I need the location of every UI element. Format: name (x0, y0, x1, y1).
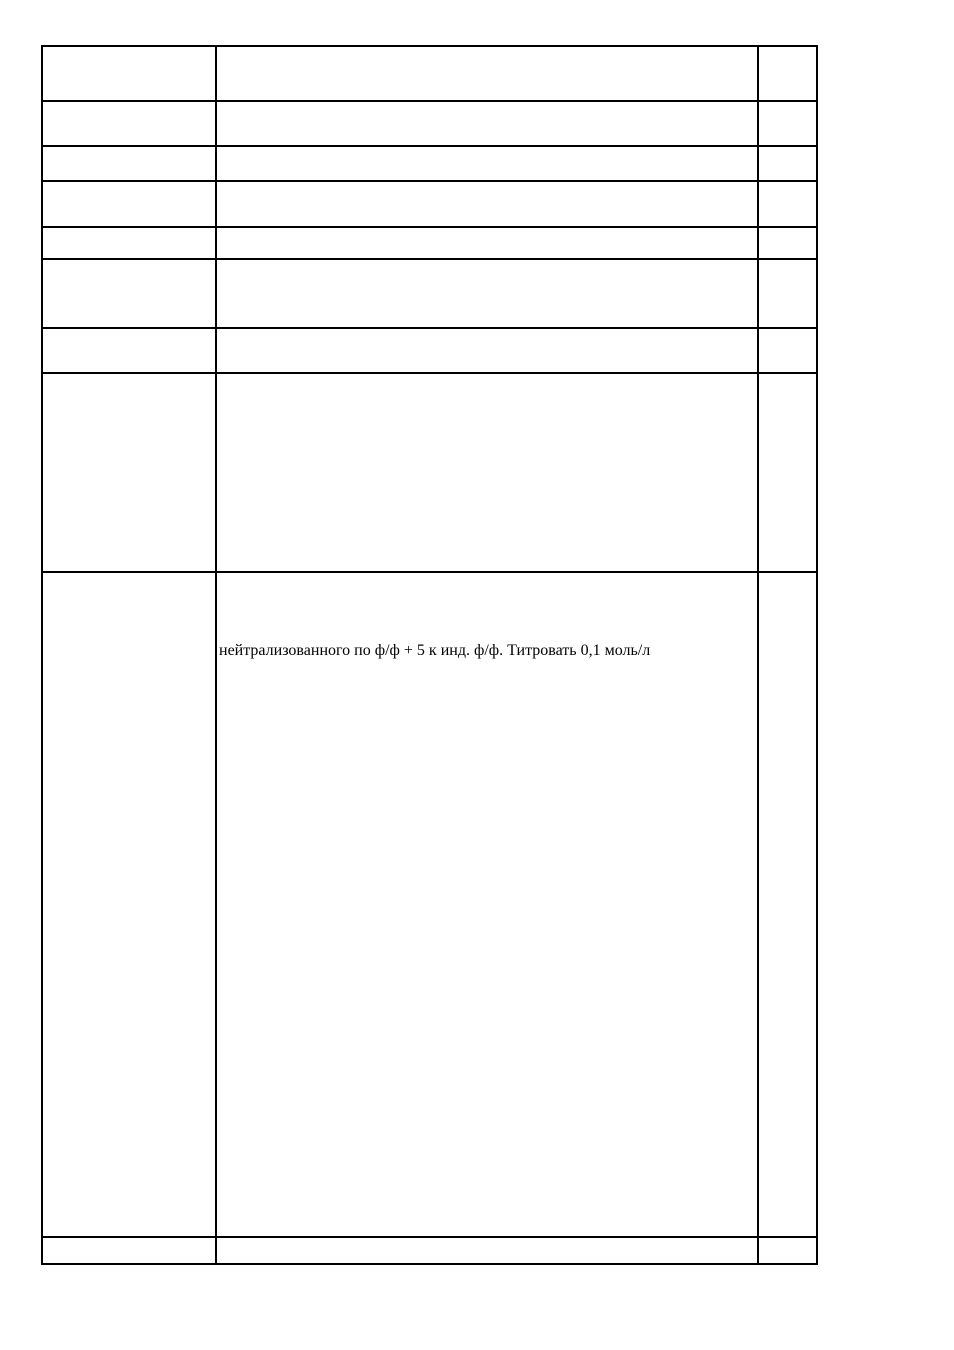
table-row (42, 328, 817, 373)
table-cell-mark (758, 259, 817, 328)
table-cell-mark (758, 572, 817, 1237)
table-cell-mark (758, 101, 817, 146)
table-cell-mark (758, 181, 817, 227)
table-cell-content (216, 328, 758, 373)
table-row (42, 572, 817, 1237)
table-row (42, 227, 817, 259)
table-cell-content (216, 46, 758, 101)
table-cell-content (216, 101, 758, 146)
table-cell-content (216, 146, 758, 181)
table-cell-content (216, 227, 758, 259)
table-cell-label (42, 1237, 216, 1264)
table-cell-content (216, 572, 758, 1237)
table-cell-mark (758, 373, 817, 572)
table-cell-mark (758, 46, 817, 101)
table-cell-content (216, 181, 758, 227)
procedure-text: нейтрализованного по ф/ф + 5 к инд. ф/ф. Титровать 0,1 моль/л (219, 642, 651, 659)
table-cell-label (42, 259, 216, 328)
table-row (42, 101, 817, 146)
table-cell-mark (758, 146, 817, 181)
table-cell-label (42, 46, 216, 101)
table-row (42, 259, 817, 328)
table-cell-content (216, 373, 758, 572)
table-cell-mark (758, 1237, 817, 1264)
table-cell-label (42, 146, 216, 181)
table-row (42, 373, 817, 572)
procedure-table (41, 45, 818, 1265)
table-cell-content (216, 259, 758, 328)
table-cell-label (42, 373, 216, 572)
table-cell-label (42, 101, 216, 146)
table-row (42, 46, 817, 101)
table-row (42, 181, 817, 227)
table-cell-label (42, 572, 216, 1237)
table-cell-mark (758, 328, 817, 373)
table-cell-label (42, 227, 216, 259)
table-cell-label (42, 328, 216, 373)
table-cell-content (216, 1237, 758, 1264)
table-cell-label (42, 181, 216, 227)
table-cell-mark (758, 227, 817, 259)
table-row (42, 1237, 817, 1264)
table-row (42, 146, 817, 181)
